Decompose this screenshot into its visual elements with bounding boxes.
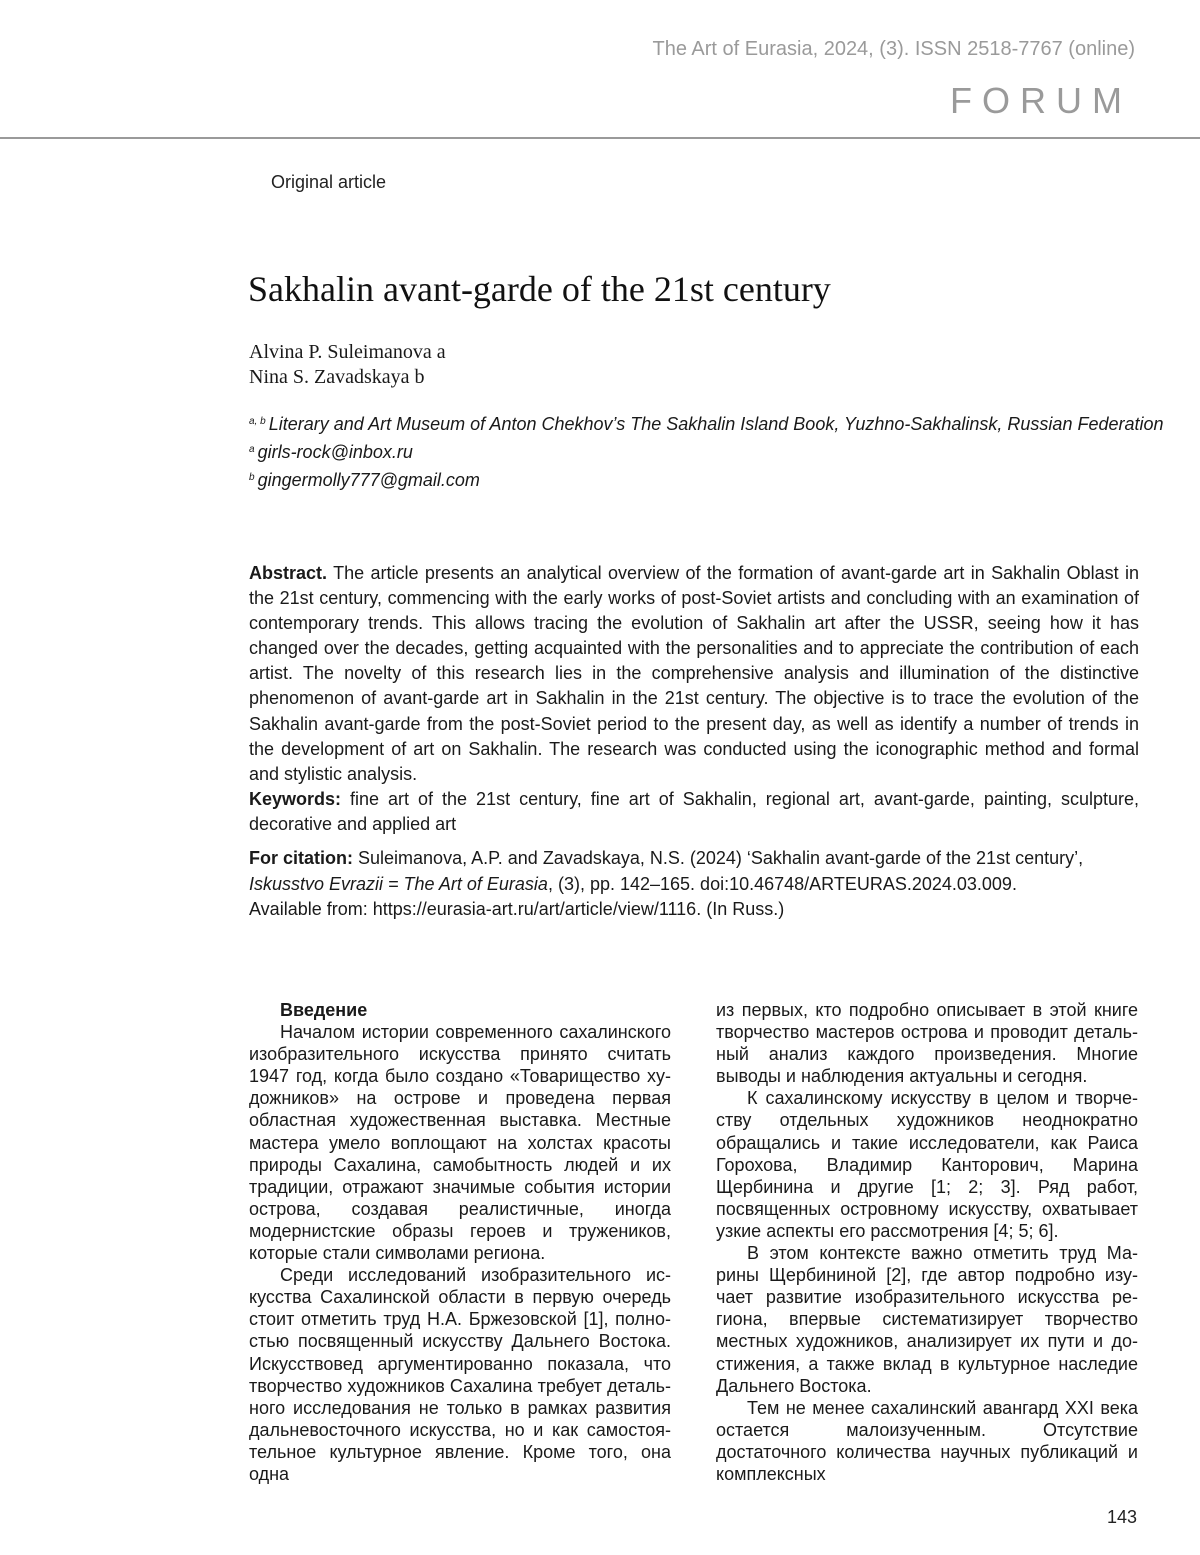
affiliation-email-b[interactable]: $^b$ gingermolly777@gmail.com [249,470,480,490]
citation-authors: Suleimanova, A.P. and Zavadskaya, N.S. (2024) ‘Sakhalin avant-garde of the 21st century’, [358,848,1084,868]
citation-url[interactable]: Available from: https://eurasia-art.ru/art/article/view/1116. (In Russ.) [249,899,785,919]
citation-journal: Iskusstvo Evrazii = The Art of Eurasia [249,873,548,894]
keywords-text: fine art of the 21st century, fine art of Sakhalin, regional art, avant-garde, painting, sculpture, decorative and applied art [249,788,1139,834]
citation-details: , (3), pp. 142–165. doi:10.46748/ARTEURAS.2024.03.009. [547,873,1017,894]
affiliation-email-a[interactable]: $^a$ girls-rock@inbox.ru [249,442,413,462]
paragraph: Началом истории современного сахалинского изобразительного искусства принято считать 1947 год, когда было создано «Товарищество художников» на острове и проведена первая областная художественная выставка. Местные мастера умело воплощают на холстах красоты природы Сахалина, самобытность людей и их традиции, отражают значимые события истории острова, создавая реалистичные, иногда модернистские образы героев и тружеников, которые стали символами региона. [249,1022,671,1264]
citation [249,846,1139,923]
paragraph: К сахалинскому искусству в целом и творчеству отдельных художников неоднократно обращались и такие исследователи, как Раиса Горохова, Владимир Канторович, Марина Щербинина и другие [1; 2; 3]. Ряд работ, посвященных островному искусству, охватывает узкие аспекты его рассмотрения [4; 5; 6]. [716,1088,1138,1241]
body-column-right [716,999,1138,1485]
header-divider [0,137,1200,139]
paragraph: Среди исследований изобразительного искусства Сахалинской области в первую очередь стоит отметить труд Н.А. Бржезовской [1], полностью посвященный искусству Дальнего Востока. Искусствовед аргументированно показала, что творчество художников Сахалина требует детального исследования не только в рамках развития дальневосточного искусства, но и как самостоятельное культурное явление. Кроме того, она одна [249,1265,671,1484]
body-column-left [249,999,671,1485]
keywords-label: Keywords: [249,788,342,809]
affiliation-institution: $^{a, b}$ Literary and Art Museum of Anton Chekhov’s The Sakhalin Island Book, Yuzhno-Sakhalinsk, Russian Federation [249,414,1164,434]
section-label: FORUM [950,80,1132,121]
affiliations [249,409,1164,493]
abstract-text: The article presents an analytical overview of the formation of avant-garde art in Sakhalin Oblast in the 21st century, commencing with the early works of post-Soviet artists and concluding with an examination of contemporary trends. This allows tracing the evolution of Sakhalin art after the USSR, seeing how it has changed over the decades, getting acquainted with the personalities and to appreciate the contribution of each artist. The novelty of this research lies in the comprehensive analysis and illumination of the distinctive phenomenon of avant-garde art in Sakhalin in the 21st century. The objective is to trace the evolution of the Sakhalin avant-garde from the post-Soviet period to the present day, as well as identify a number of trends in the development of art on Sakhalin. The research was conducted using the iconographic method and formal and stylistic analysis. [249,563,1139,784]
author-2: Nina S. Zavadskaya b [249,366,425,388]
paragraph: Тем не менее сахалинский авангард XXI века остается малоизученным. Отсутствие достаточного количества научных публикаций и комплексных [716,1397,1138,1484]
article-title: Sakhalin avant-garde of the 21st century [248,269,831,309]
section-heading: Введение [280,1000,368,1020]
paragraph: В этом контексте важно отметить труд Марины Щербининой [2], где автор подробно изучает развитие изобразительного искусства региона, впервые систематизирует творчество местных художников, анализирует их пути и достижения, а также вклад в культурное наследие Дальнего Востока. [716,1243,1138,1396]
author-1: Alvina P. Suleimanova a [249,341,446,363]
article-type: Original article [271,172,387,192]
journal-header: The Art of Eurasia, 2024, (3). ISSN 2518-7767 (online) [652,38,1135,60]
abstract [249,561,1139,837]
author-list [249,340,446,390]
abstract-label: Abstract. [249,563,328,583]
page-number: 143 [1106,1507,1137,1527]
citation-label: For citation: [249,848,353,868]
paragraph-continuation: из первых, кто подробно описывает в этой книге творчество мастеров острова и проводит детальный анализ каждого произведения. Многие выводы и наблюдения актуальны и сегодня. [716,1000,1138,1087]
